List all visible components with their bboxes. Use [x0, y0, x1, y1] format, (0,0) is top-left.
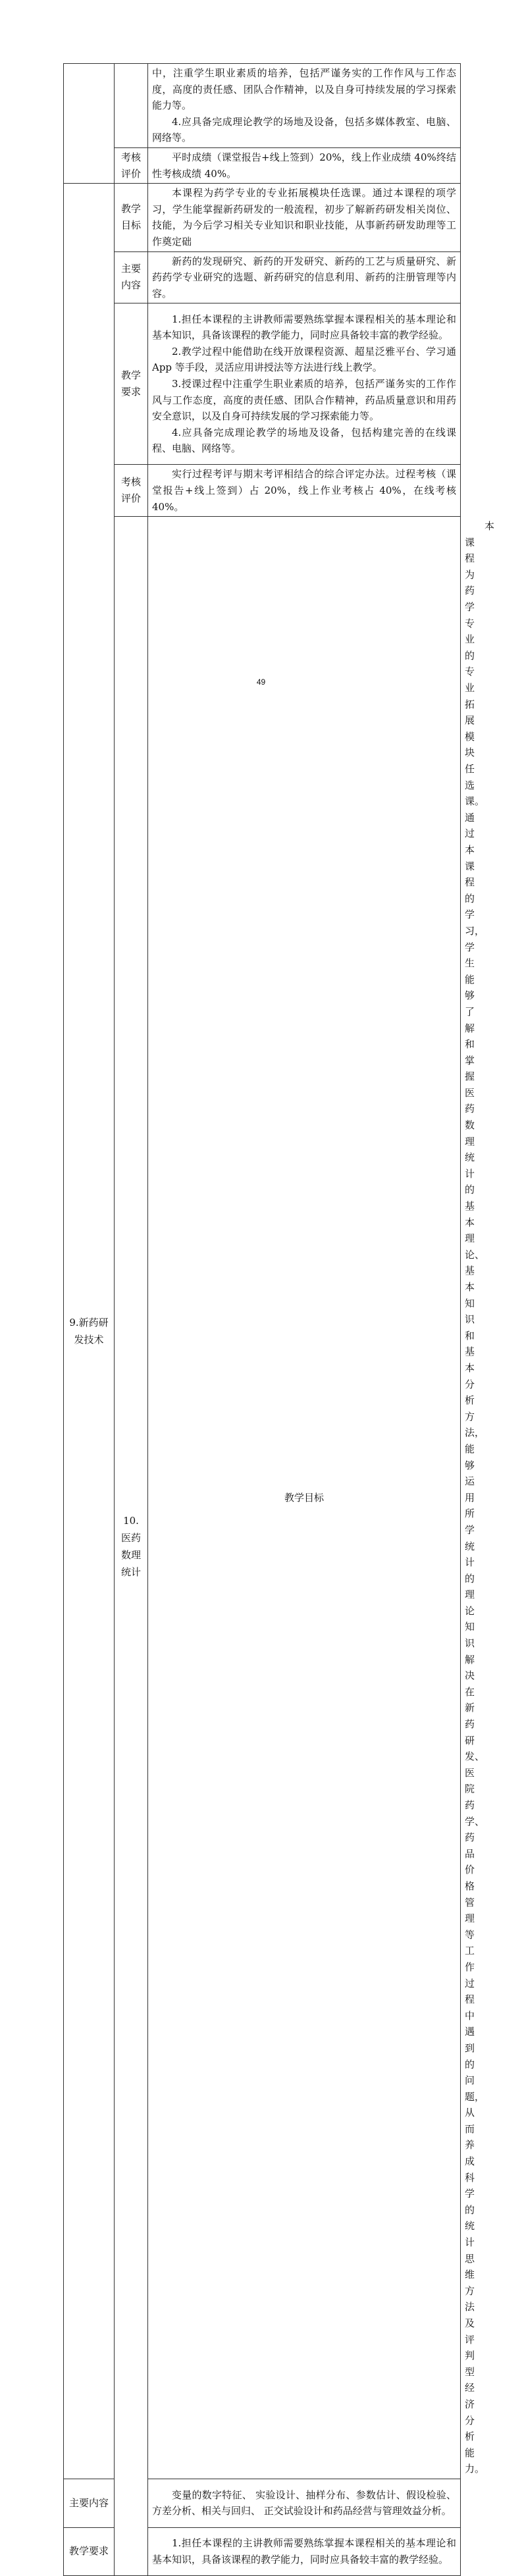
requirements-cell [148, 303, 461, 465]
assessment-cell [148, 147, 461, 183]
paragraph: 1.担任本课程的主讲教师需要熟练掌握本课程相关的基本理论和基本知识，具备该课程的教学能力，同时应具备较丰富的教学经验。 [152, 313, 456, 342]
paragraph: 变量的数字特征、 实验设计、抽样分布、参数估计、假设检验、方差分析、相关与回归、 正交试验设计和药品经营与管理效益分析。 [152, 2488, 456, 2517]
paragraph: 4.应具备完成理论教学的场地及设备，包括构建完善的在线课程、电脑、网络等。 [152, 426, 456, 455]
table-row [64, 465, 461, 517]
course-name-cell [64, 64, 115, 184]
table-row [64, 64, 461, 148]
assessment-label: 考核评价 [115, 147, 148, 183]
requirements-cell [148, 64, 461, 148]
course-name: 9.新药研发技术 [64, 184, 115, 2479]
paragraph: 3.授课过程中注重学生职业素质的培养，包括严谨务实的工作作风与工作态度，高度的责任感、团队合作精神，药品质量意识和用药安全意识，以及自身可持续发展的学习探索能力等。 [152, 378, 456, 423]
course-table [63, 63, 495, 2576]
table-row [64, 184, 461, 251]
goal-label: 教学目标 [115, 184, 148, 251]
table-row [64, 147, 461, 183]
requirements-label: 教学要求 [64, 2527, 115, 2575]
page-number: 49 [256, 677, 266, 687]
course-name: 10.医药数理统计 [115, 517, 148, 2576]
paragraph: 1.担任本课程的主讲教师需要熟练掌握本课程相关的基本理论和基本知识，具备该课程的教学能力，同时应具备较丰富的教学经验。 [152, 2537, 456, 2565]
requirements-label: 教学要求 [115, 303, 148, 465]
label-cell [115, 64, 148, 148]
paragraph: 中，注重学生职业素质的培养，包括严谨务实的工作作风与工作态度，高度的责任感、团队合作精神，以及自身可持续发展的学习探索能力等。 [152, 67, 456, 112]
paragraph: 平时成绩（课堂报告+线上签到）20%，线上作业成绩 40%终结性考核成绩 40%。 [152, 151, 456, 180]
goal-label: 教学目标 [148, 517, 461, 2479]
requirements-cell [148, 2527, 461, 2575]
paragraph: 2.教学过程中能借助在线开放课程资源、超星泛雅平台、学习通 App 等手段，灵活应用讲授法等方法进行线上教学。 [152, 345, 456, 374]
assessment-label: 考核评价 [115, 465, 148, 517]
content-cell [148, 251, 461, 303]
table-row [64, 303, 461, 465]
table-row [64, 251, 461, 303]
content-label: 主要内容 [115, 251, 148, 303]
assessment-cell [148, 465, 461, 517]
paragraph: 4.应具备完成理论教学的场地及设备，包括多媒体教室、电脑、网络等。 [152, 115, 456, 144]
goal-cell [148, 184, 461, 251]
table-row: 10.医药数理统计 教学目标 本课程为药学专业的专业拓展模块任选课。通过本课程的学习，学生能够了解和掌握医药数理 统计的基本理论、基本知识和基本分析方法，能够运用所学统计的理 论知识解决在新药研发、医院药学、药品价格管理等工作过程中遇到 的问题，从而养成科学的统计思维方法及评判型经济分析能力。 [64, 517, 461, 2479]
paragraph: 本课程为药学专业的专业拓展模块任选课。通过本课程的项学习，学生能掌握新药研发的一般流程，初步了解新药研发相关岗位、技能，为今后学习相关专业知识和职业技能，从事新药研发助理等工作奠定础 [152, 187, 456, 248]
paragraph: 实行过程考评与期末考评相结合的综合评定办法。过程考核（课堂报告+线上签到）占 20%，线上作业考核占 40%，在线考核 40%。 [152, 468, 456, 513]
content-label: 主要内容 [64, 2479, 115, 2527]
paragraph: 新药的发现研究、新药的开发研究、新药的工艺与质量研究、新药药学专业研究的选题、新药研究的信息利用、新药的注册管理等内容。 [152, 255, 456, 300]
content-cell [148, 2479, 461, 2527]
